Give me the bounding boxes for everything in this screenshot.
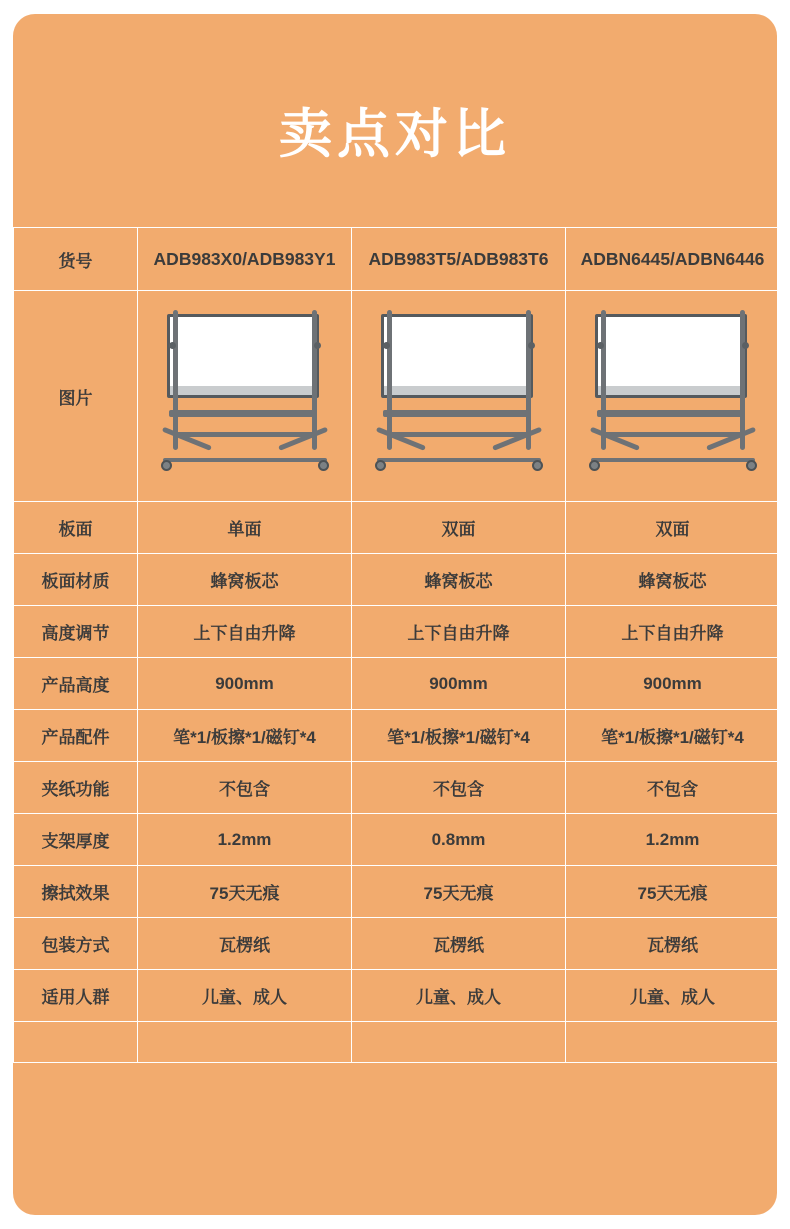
- table-row-frame-thickness: [14, 814, 778, 866]
- row-label-model: 货号: [14, 228, 138, 291]
- cell-packaging-col3: 瓦楞纸: [566, 918, 778, 970]
- cell-audience-col2: 儿童、成人: [352, 970, 566, 1022]
- whiteboard-easel-icon: [585, 306, 761, 486]
- cell-accessories-col2: 笔*1/板擦*1/磁钉*4: [352, 710, 566, 762]
- page-title: 卖点对比: [279, 105, 511, 164]
- row-label-product-height: 产品高度: [14, 658, 138, 710]
- cell-packaging-col2: 瓦楞纸: [352, 918, 566, 970]
- cell-accessories-col1: 笔*1/板擦*1/磁钉*4: [138, 710, 352, 762]
- table-row-image: [14, 291, 778, 502]
- table-row-accessories: [14, 710, 778, 762]
- cell-frame-thickness-col1: 1.2mm: [138, 814, 352, 866]
- cell-wipe-effect-col1: 75天无痕: [138, 866, 352, 918]
- cell-model-col3: ADBN6445/ADBN6446: [566, 228, 778, 291]
- table-row-height-adjust: [14, 606, 778, 658]
- cell-surface-material-col2: 蜂窝板芯: [352, 554, 566, 606]
- whiteboard-easel-icon: [157, 306, 333, 486]
- whiteboard-easel-icon: [371, 306, 547, 486]
- table-row-audience: [14, 970, 778, 1022]
- cell-tail-col3: [566, 1022, 778, 1063]
- cell-product-height-col3: 900mm: [566, 658, 778, 710]
- table-row-wipe-effect: [14, 866, 778, 918]
- cell-surface-material-col1: 蜂窝板芯: [138, 554, 352, 606]
- row-label-height-adjust: 高度调节: [14, 606, 138, 658]
- cell-surface-col1: 单面: [138, 502, 352, 554]
- row-label-audience: 适用人群: [14, 970, 138, 1022]
- cell-image-col2: [352, 291, 566, 502]
- cell-surface-material-col3: 蜂窝板芯: [566, 554, 778, 606]
- cell-tail-col2: [352, 1022, 566, 1063]
- cell-model-col2: ADB983T5/ADB983T6: [352, 228, 566, 291]
- row-label-surface-material: 板面材质: [14, 554, 138, 606]
- row-label-paper-clip: 夹纸功能: [14, 762, 138, 814]
- cell-frame-thickness-col2: 0.8mm: [352, 814, 566, 866]
- table-row-paper-clip: [14, 762, 778, 814]
- row-label-image: 图片: [14, 291, 138, 502]
- comparison-table: [13, 227, 777, 1063]
- cell-accessories-col3: 笔*1/板擦*1/磁钉*4: [566, 710, 778, 762]
- cell-paper-clip-col2: 不包含: [352, 762, 566, 814]
- row-label-surface: 板面: [14, 502, 138, 554]
- cell-packaging-col1: 瓦楞纸: [138, 918, 352, 970]
- cell-height-adjust-col3: 上下自由升降: [566, 606, 778, 658]
- cell-paper-clip-col3: 不包含: [566, 762, 778, 814]
- row-label-packaging: 包装方式: [14, 918, 138, 970]
- cell-height-adjust-col2: 上下自由升降: [352, 606, 566, 658]
- cell-product-height-col1: 900mm: [138, 658, 352, 710]
- cell-image-col3: [566, 291, 778, 502]
- table-row-tail: [14, 1022, 778, 1063]
- row-label-accessories: 产品配件: [14, 710, 138, 762]
- cell-wipe-effect-col2: 75天无痕: [352, 866, 566, 918]
- cell-product-height-col2: 900mm: [352, 658, 566, 710]
- cell-tail-col1: [138, 1022, 352, 1063]
- cell-audience-col1: 儿童、成人: [138, 970, 352, 1022]
- cell-height-adjust-col1: 上下自由升降: [138, 606, 352, 658]
- cell-frame-thickness-col3: 1.2mm: [566, 814, 778, 866]
- cell-surface-col3: 双面: [566, 502, 778, 554]
- table-row-packaging: [14, 918, 778, 970]
- table-row-surface: [14, 502, 778, 554]
- cell-audience-col3: 儿童、成人: [566, 970, 778, 1022]
- cell-wipe-effect-col3: 75天无痕: [566, 866, 778, 918]
- cell-surface-col2: 双面: [352, 502, 566, 554]
- table-row-product-height: [14, 658, 778, 710]
- row-label-tail: [14, 1022, 138, 1063]
- cell-paper-clip-col1: 不包含: [138, 762, 352, 814]
- table-row-surface-material: [14, 554, 778, 606]
- comparison-panel: [13, 14, 777, 1215]
- row-label-wipe-effect: 擦拭效果: [14, 866, 138, 918]
- cell-image-col1: [138, 291, 352, 502]
- row-label-frame-thickness: 支架厚度: [14, 814, 138, 866]
- table-row-model: [14, 228, 778, 291]
- cell-model-col1: ADB983X0/ADB983Y1: [138, 228, 352, 291]
